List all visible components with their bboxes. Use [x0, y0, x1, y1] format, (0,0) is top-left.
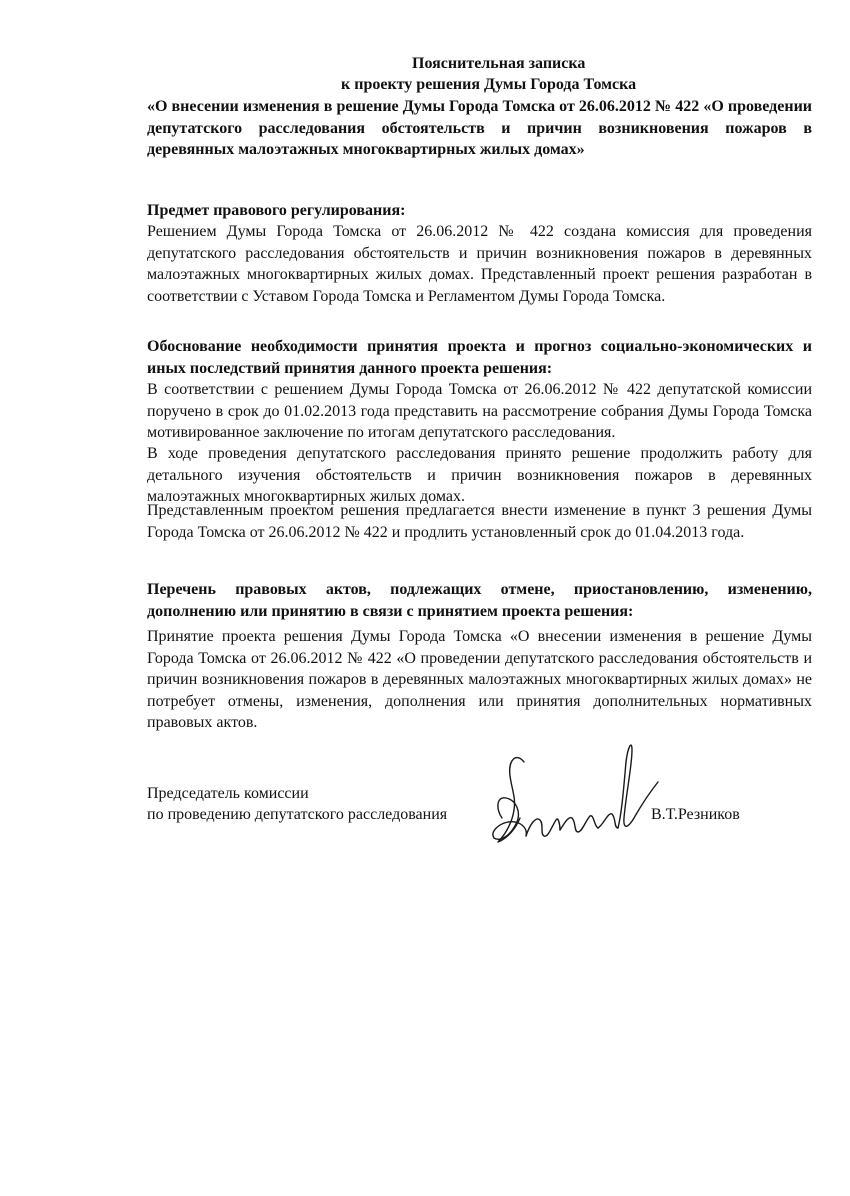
- paragraph-justification-3: Представленным проектом решения предлагается внести изменение в пункт 3 решения Думы Города Томска от 26.06.2012 № 422 и продлить установленный срок до 01.04.2013 года.: [147, 502, 812, 541]
- paragraph-justification-2: В ходе проведения депутатского расследования принято решение продолжить работу для детального изучения обстоятельств и причин возникновения пожаров в деревянных малоэтажных многоквартирных жилых домах.: [147, 445, 812, 505]
- paragraph-regulation-subject: Решением Думы Города Томска от 26.06.2012 № 422 создана комиссия для проведения депутатского расследования обстоятельств и причин возникновения пожаров в деревянных малоэтажных многоквартирных жилых домах. Представленный проект решения разработан в соответствии с Уставом Города Томска и Регламентом Думы Города Томска.: [147, 223, 812, 305]
- section-heading-legal-acts: Перечень правовых актов, подлежащих отмене, приостановлению, изменению, дополнению или принятию в связи с принятием проекта решения:: [147, 581, 812, 620]
- section-heading-regulation-subject: Предмет правового регулирования:: [147, 202, 406, 219]
- paragraph-legal-acts: Принятие проекта решения Думы Города Томска «О внесении изменения в решение Думы Города Томска от 26.06.2012 № 422 «О проведении депутатского расследования обстоятельств и причин возникновения пожаров в деревянных малоэтажных многоквартирных жилых домах» не потребует отмены, изменения, дополнения или принятия дополнительных нормативных правовых актов.: [147, 628, 812, 731]
- signatory-position-line2: по проведению депутатского расследования: [147, 806, 448, 823]
- document-subject: «О внесении изменения в решение Думы Города Томска от 26.06.2012 № 422 «О проведении депутатского расследования обстоятельств и причин возникновения пожаров в деревянных малоэтажных многоквартирных жилых домах»: [147, 98, 812, 158]
- signatory-position-line1: Председатель комиссии: [147, 785, 309, 802]
- paragraph-justification-1: В соответствии с решением Думы Города Томска от 26.06.2012 № 422 депутатской комиссии поручено в срок до 01.02.2013 года представить на рассмотрение собрания Думы Города Томска мотивированное заключение по итогам депутатского расследования.: [147, 381, 812, 441]
- section-heading-justification: Обоснование необходимости принятия проекта и прогноз социально-экономических и иных последствий принятия данного проекта решения:: [147, 338, 812, 377]
- handwritten-signature: [486, 732, 661, 854]
- document-subtitle: к проекту решения Думы Города Томска: [341, 76, 637, 93]
- document-title: Пояснительная записка: [412, 55, 586, 72]
- signatory-name: В.Т.Резников: [651, 806, 740, 823]
